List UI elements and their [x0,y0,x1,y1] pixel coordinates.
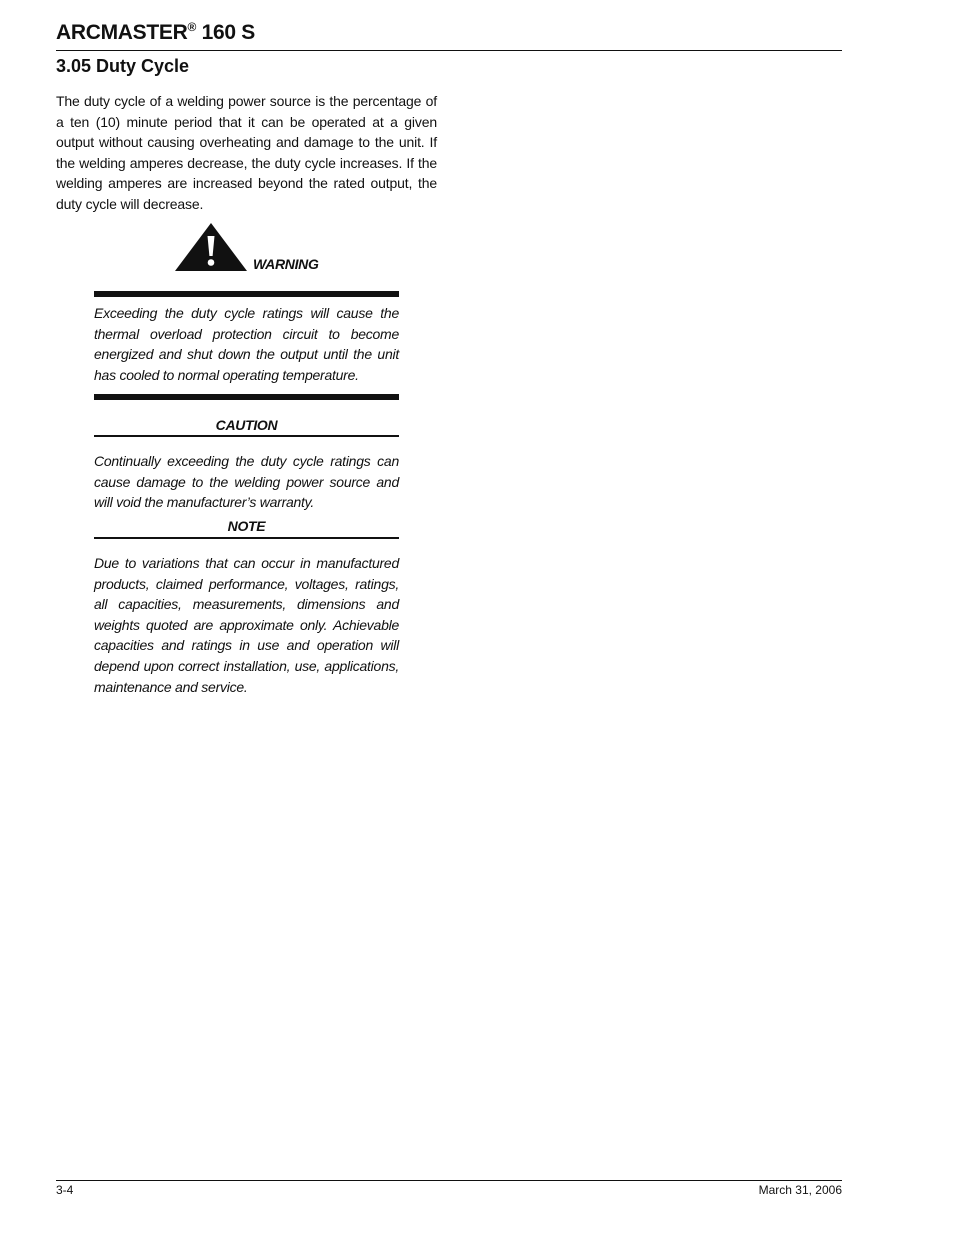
warning-triangle-icon [174,222,248,272]
note-label: NOTE [227,518,266,534]
revision-date: March 31, 2006 [758,1183,842,1197]
section-heading: 3.05 Duty Cycle [56,56,190,76]
document-title [56,21,255,45]
warning-label: WARNING [253,256,319,272]
warning-text: Exceeding the duty cycle ratings will cause the thermal overload protection circuit to become energized and shut down the output until the unit has cooled to normal operating temperature. [94,305,399,383]
intro-paragraph: The duty cycle of a welding power source is the percentage of a ten (10) minute period that it can be operated at a given output without causing overheating and damage to the unit. If the welding amperes decrease, the duty cycle increases. If the welding amperes are increased beyond the rated output, the duty cycle will decrease. [56,93,437,212]
footer-rule [56,1180,842,1181]
caution-label: CAUTION [215,417,278,433]
caution-text: Continually exceeding the duty cycle ratings can cause damage to the welding power source and will void the manufacturer’s warranty. [94,453,399,511]
title-rule [56,50,842,51]
product-name: ARCMASTER [56,21,188,44]
warning-bottom-rule [94,394,399,400]
warning-top-rule [94,291,399,297]
model-name: 160 S [201,21,255,44]
page-number: 3-4 [56,1183,74,1197]
caution-rule [94,435,399,437]
note-text: Due to variations that can occur in manufactured products, claimed performance, voltages, ratings, all capacities, measurements, dimensions and weights quoted are approximate only. Achievable capacities and ratings in use and operation will depend upon correct installation, use, applications, maintenance and service. [94,555,399,695]
note-rule [94,537,399,539]
registered-mark: ® [187,20,197,34]
